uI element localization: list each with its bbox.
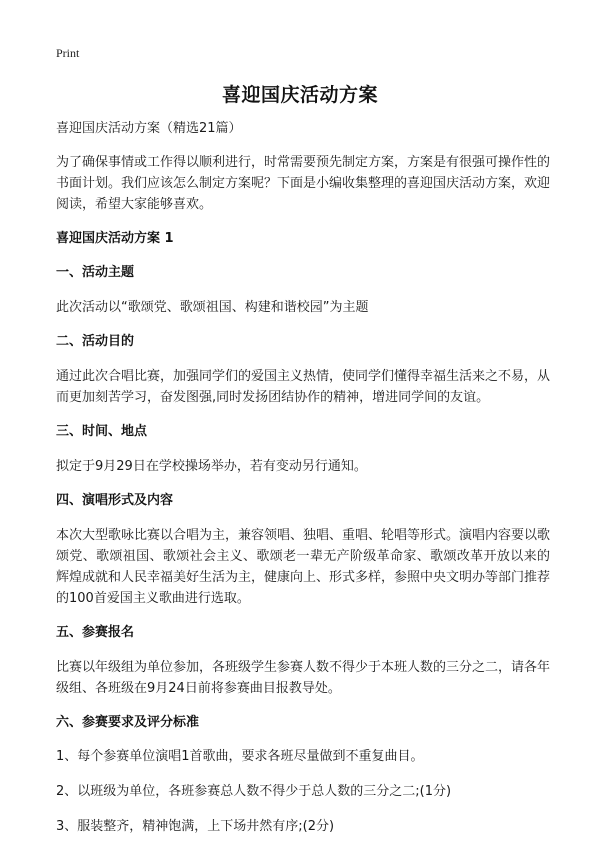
purpose-heading: 二、活动目的 (56, 334, 135, 349)
signup-heading: 五、参赛报名 (56, 625, 135, 640)
time-location-heading: 三、时间、地点 (56, 424, 148, 439)
rule-item: 3、服装整齐，精神饱满，上下场井然有序;(2分) (56, 819, 335, 834)
rule-item: 2、以班级为单位，各班参赛总人数不得少于总人数的三分之二;(1分) (56, 784, 452, 799)
section-title: 喜迎国庆活动方案 1 (56, 231, 174, 246)
theme-text: 此次活动以“歌颂党、歌颂祖国、构建和谐校园”为主题 (56, 300, 369, 315)
theme-heading: 一、活动主题 (56, 265, 135, 280)
purpose-text: 通过此次合唱比赛，加强同学们的爱国主义热情，使同学们懂得幸福生活来之不易，从而更加刻苦学习，奋发图强,同时发扬团结协作的精神，增进同学间的友谊。 (56, 369, 551, 405)
signup-text: 比赛以年级组为单位参加，各班级学生参赛人数不得少于本班人数的三分之二，请各年级组、各班级在9月24日前将参赛曲目报教导处。 (56, 660, 551, 696)
print-label: Print (56, 46, 80, 60)
time-location-text: 拟定于9月29日在学校操场举办，若有变动另行通知。 (56, 459, 367, 474)
performance-form-text: 本次大型歌咏比赛以合唱为主，兼容领唱、独唱、重唱、轮唱等形式。演唱内容要以歌颂党、歌颂祖国、歌颂社会主义、歌颂老一辈无产阶级革命家、歌颂改革开放以来的 辉煌成就和人民幸福美好生活为主，健康向上、形式多样，参照中央文明办等部门推荐的100首爱国主义歌曲进行选取。 (56, 528, 551, 606)
document-body (56, 118, 550, 852)
performance-form-heading: 四、演唱形式及内容 (56, 493, 174, 508)
intro-paragraph: 为了确保事情或工作得以顺利进行，时常需要预先制定方案，方案是有很强可操作性的书面计划。我们应该怎么制定方案呢？下面是小编收集整理的喜迎国庆活动方案，欢迎阅读，希望大家能够喜欢。 (56, 155, 551, 212)
document-subtitle: 喜迎国庆活动方案（精选21篇） (56, 121, 242, 136)
page-title: 喜迎国庆活动方案 (221, 84, 378, 106)
rule-item: 1、每个参赛单位演唱1首歌曲，要求各班尽量做到不重复曲目。 (56, 749, 424, 764)
rules-heading: 六、参赛要求及评分标准 (56, 715, 200, 730)
